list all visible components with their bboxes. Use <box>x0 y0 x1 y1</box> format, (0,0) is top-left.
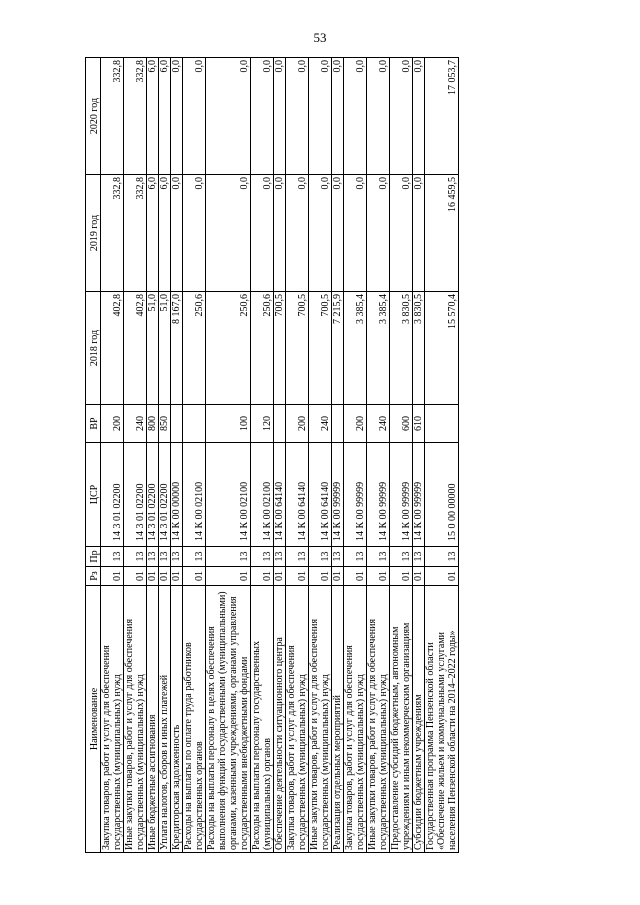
row-2018: 7 215,9 <box>332 292 344 405</box>
row-rz: 01 <box>286 567 309 586</box>
row-pr: 13 <box>171 547 183 567</box>
row-2018: 250,6 <box>251 292 274 405</box>
row-2019: 0,0 <box>390 175 413 292</box>
row-csr: 14 К 00 99999 <box>344 443 367 547</box>
table-row <box>332 58 344 853</box>
row-2018: 8 167,0 <box>171 292 183 405</box>
row-rz: 01 <box>183 567 206 586</box>
row-2018: 700,5 <box>309 292 332 405</box>
page-number: 53 <box>313 30 327 45</box>
row-name: Иные бюджетные ассигнования <box>147 586 159 853</box>
row-2019: 0,0 <box>367 175 390 292</box>
rotated-table-container <box>85 58 560 853</box>
row-name: Предоставление субсидий бюджетным, автономным учреждениям и иным некоммерческим организациям <box>390 586 413 853</box>
row-2018: 3 385,4 <box>367 292 390 405</box>
row-vr: 240 <box>309 405 332 443</box>
row-csr: 14 3 01 02200 <box>159 443 171 547</box>
row-2018: 3 385,4 <box>344 292 367 405</box>
row-2020: 0,0 <box>274 58 286 175</box>
header-2020: 2020 год <box>86 58 101 175</box>
row-name: Расходы на выплаты персоналу государственных (муниципальных) органов <box>251 586 274 853</box>
row-csr: 14 К 00 02100 <box>251 443 274 547</box>
row-name: Субсидии бюджетным учреждениям <box>413 586 425 853</box>
row-name: Иные закупки товаров, работ и услуг для обеспечения государственных (муниципальных) нужд <box>124 586 147 853</box>
row-name: Кредиторская задолженность <box>171 586 183 853</box>
row-2020: 0,0 <box>251 58 274 175</box>
row-vr <box>332 405 344 443</box>
row-rz: 01 <box>206 567 251 586</box>
row-csr: 14 К 00 99999 <box>413 443 425 547</box>
row-2018: 51,0 <box>159 292 171 405</box>
row-pr: 13 <box>274 547 286 567</box>
row-csr: 14 К 00 00000 <box>171 443 183 547</box>
row-rz: 01 <box>309 567 332 586</box>
row-name: Расходы на выплаты персоналу в целях обеспечения выполнения функций государственными (муниципальными) органами, казенными учреждениями, органами управления государственными внебюджетными фондами <box>206 586 251 853</box>
row-2020: 0,0 <box>206 58 251 175</box>
row-2020: 0,0 <box>171 58 183 175</box>
table-row <box>124 58 147 853</box>
row-rz: 01 <box>332 567 344 586</box>
row-2019: 6,0 <box>159 175 171 292</box>
row-pr: 13 <box>332 547 344 567</box>
row-2019: 16 459,5 <box>425 175 459 292</box>
header-csr: ЦСР <box>86 443 101 547</box>
header-rz: Рз <box>86 567 101 586</box>
row-pr: 13 <box>367 547 390 567</box>
row-csr: 14 К 00 99999 <box>390 443 413 547</box>
row-rz: 01 <box>425 567 459 586</box>
row-name: Закупка товаров, работ и услуг для обеспечения государственных (муниципальных) нужд <box>286 586 309 853</box>
row-2018: 15 570,4 <box>425 292 459 405</box>
row-pr: 13 <box>344 547 367 567</box>
row-csr: 14 3 01 02200 <box>101 443 124 547</box>
row-2018: 51,0 <box>147 292 159 405</box>
row-2019: 332,8 <box>101 175 124 292</box>
row-rz: 01 <box>390 567 413 586</box>
row-csr: 14 3 01 02200 <box>147 443 159 547</box>
row-2020: 0,0 <box>390 58 413 175</box>
row-name: Закупка товаров, работ и услуг для обеспечения государственных (муниципальных) нужд <box>101 586 124 853</box>
table-row <box>286 58 309 853</box>
row-2020: 0,0 <box>286 58 309 175</box>
row-pr: 13 <box>413 547 425 567</box>
row-vr <box>171 405 183 443</box>
row-rz: 01 <box>101 567 124 586</box>
row-name: Иные закупки товаров, работ и услуг для обеспечения государственных (муниципальных) нужд <box>367 586 390 853</box>
row-name: Расходы на выплаты по оплате труда работников государственных органов <box>183 586 206 853</box>
header-name: Наименование <box>86 586 101 853</box>
row-2018: 3 830,5 <box>390 292 413 405</box>
row-2019: 0,0 <box>344 175 367 292</box>
row-2018: 250,6 <box>183 292 206 405</box>
header-vr: ВР <box>86 405 101 443</box>
row-vr: 200 <box>286 405 309 443</box>
row-rz: 01 <box>159 567 171 586</box>
row-name: Реализация отдельных мероприятий <box>332 586 344 853</box>
row-vr: 240 <box>124 405 147 443</box>
row-2019: 0,0 <box>171 175 183 292</box>
row-rz: 01 <box>367 567 390 586</box>
row-vr: 610 <box>413 405 425 443</box>
row-2019: 0,0 <box>183 175 206 292</box>
row-pr: 13 <box>206 547 251 567</box>
row-rz: 01 <box>171 567 183 586</box>
row-csr: 14 3 01 02200 <box>124 443 147 547</box>
table-row <box>390 58 413 853</box>
row-pr: 13 <box>147 547 159 567</box>
row-vr <box>183 405 206 443</box>
row-2019: 0,0 <box>206 175 251 292</box>
row-pr: 13 <box>251 547 274 567</box>
table-row <box>309 58 332 853</box>
row-2019: 6,0 <box>147 175 159 292</box>
row-2018: 700,5 <box>286 292 309 405</box>
row-2020: 332,8 <box>101 58 124 175</box>
row-vr: 120 <box>251 405 274 443</box>
table-row <box>344 58 367 853</box>
row-csr: 14 К 00 64140 <box>274 443 286 547</box>
table-row <box>171 58 183 853</box>
row-2019: 0,0 <box>274 175 286 292</box>
row-2020: 0,0 <box>367 58 390 175</box>
row-csr: 14 К 00 99999 <box>332 443 344 547</box>
row-rz: 01 <box>344 567 367 586</box>
table-row <box>251 58 274 853</box>
table-row <box>367 58 390 853</box>
row-2019: 0,0 <box>286 175 309 292</box>
row-name: Иные закупки товаров, работ и услуг для обеспечения государственных (муниципальных) нужд <box>309 586 332 853</box>
row-csr: 14 К 00 99999 <box>367 443 390 547</box>
table-row <box>183 58 206 853</box>
row-name: Государственная программа Пензенской области «Обеспечение жильем и коммунальными услугами населения Пензенской области на 2014–2022 годы» <box>425 586 459 853</box>
table-row <box>101 58 124 853</box>
row-2020: 17 053,7 <box>425 58 459 175</box>
table-row <box>159 58 171 853</box>
header-pr: Пр <box>86 547 101 567</box>
row-name: Обеспечение деятельности ситуационного центра <box>274 586 286 853</box>
row-2020: 6,0 <box>159 58 171 175</box>
row-pr: 13 <box>183 547 206 567</box>
header-2018: 2018 год <box>86 292 101 405</box>
row-2018: 402,8 <box>101 292 124 405</box>
row-pr: 13 <box>101 547 124 567</box>
row-pr: 13 <box>309 547 332 567</box>
row-rz: 01 <box>251 567 274 586</box>
row-rz: 01 <box>147 567 159 586</box>
row-2019: 332,8 <box>124 175 147 292</box>
row-2020: 332,8 <box>124 58 147 175</box>
row-2018: 402,8 <box>124 292 147 405</box>
row-name: Закупка товаров, работ и услуг для обеспечения государственных (муниципальных) нужд <box>344 586 367 853</box>
row-2018: 700,5 <box>274 292 286 405</box>
table-row <box>274 58 286 853</box>
row-csr: 15 0 00 00000 <box>425 443 459 547</box>
row-csr: 14 К 00 64140 <box>309 443 332 547</box>
row-pr: 13 <box>425 547 459 567</box>
row-pr: 13 <box>286 547 309 567</box>
row-vr: 600 <box>390 405 413 443</box>
row-pr: 13 <box>159 547 171 567</box>
row-rz: 01 <box>124 567 147 586</box>
row-vr: 200 <box>344 405 367 443</box>
header-row <box>86 58 101 853</box>
row-vr: 800 <box>147 405 159 443</box>
row-vr: 240 <box>367 405 390 443</box>
row-vr <box>425 405 459 443</box>
row-2018: 250,6 <box>206 292 251 405</box>
row-pr: 13 <box>390 547 413 567</box>
row-2019: 0,0 <box>251 175 274 292</box>
table-row <box>206 58 251 853</box>
row-2020: 0,0 <box>309 58 332 175</box>
row-rz: 01 <box>413 567 425 586</box>
row-csr: 14 К 00 02100 <box>183 443 206 547</box>
table-row <box>147 58 159 853</box>
table-body <box>101 58 459 853</box>
row-2019: 0,0 <box>309 175 332 292</box>
budget-table <box>85 57 459 853</box>
row-vr <box>274 405 286 443</box>
table-row <box>425 58 459 853</box>
row-2018: 3 830,5 <box>413 292 425 405</box>
header-2019: 2019 год <box>86 175 101 292</box>
row-vr: 200 <box>101 405 124 443</box>
row-2020: 0,0 <box>413 58 425 175</box>
row-rz: 01 <box>274 567 286 586</box>
row-2020: 6,0 <box>147 58 159 175</box>
row-csr: 14 К 00 02100 <box>206 443 251 547</box>
row-vr: 850 <box>159 405 171 443</box>
table-row <box>413 58 425 853</box>
row-2020: 0,0 <box>344 58 367 175</box>
row-pr: 13 <box>124 547 147 567</box>
row-name: Уплата налогов, сборов и иных платежей <box>159 586 171 853</box>
row-vr: 100 <box>206 405 251 443</box>
row-csr: 14 К 00 64140 <box>286 443 309 547</box>
row-2019: 0,0 <box>332 175 344 292</box>
row-2020: 0,0 <box>183 58 206 175</box>
row-2020: 0,0 <box>332 58 344 175</box>
row-2019: 0,0 <box>413 175 425 292</box>
